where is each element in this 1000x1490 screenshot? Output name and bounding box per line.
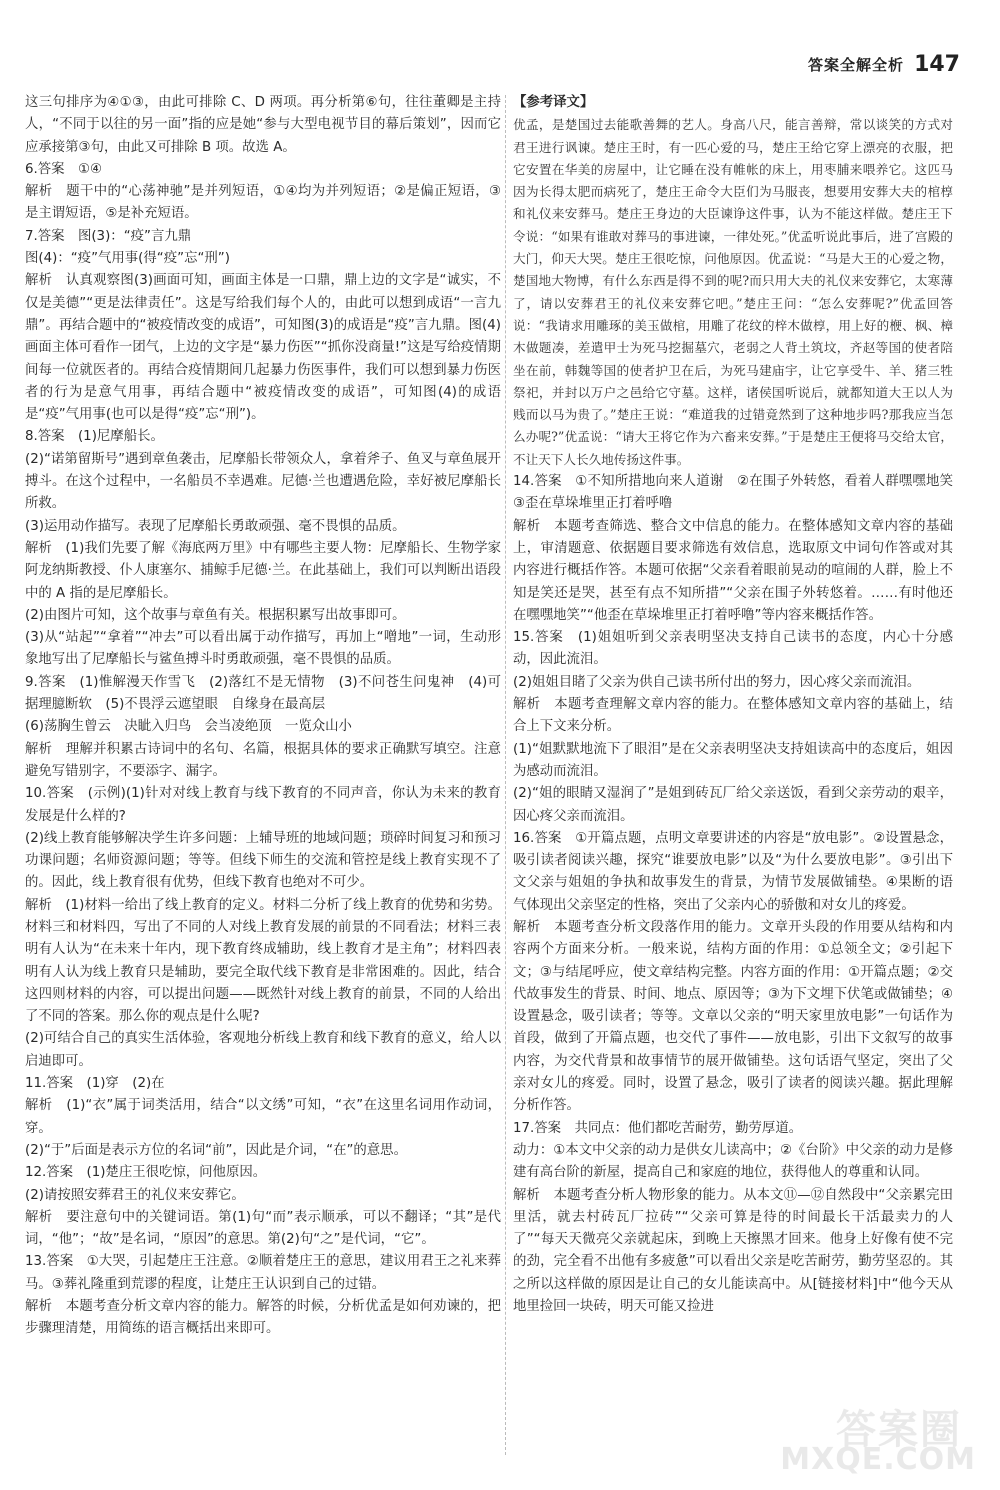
paragraph: (1)“姐默默地流下了眼泪”是在父亲表明坚决支持姐读高中的态度后，姐因为感动而流泪。 [513, 741, 953, 779]
answer-line: 10.答案 (示例)(1)针对对线上教育与线下教育的不同声音，你认为未来的教育发展是什么样的? [25, 786, 501, 824]
column-divider [505, 95, 506, 1455]
left-column [25, 92, 501, 1341]
answer-line: 14.答案 ①不知所措地向来人道谢 ②在围子外转悠，看着人群嘿嘿地笑 ③歪在草垛堆里正打着呼噜 [513, 474, 967, 512]
paragraph: (2)姐姐目睹了父亲为供自己读书所付出的努力，因心疼父亲而流泪。 [513, 674, 921, 690]
paragraph: (6)荡胸生曾云 决眦入归鸟 会当凌绝顶 一览众山小 [25, 719, 352, 735]
paragraph: (2)可结合自己的真实生活体验，客观地分析线上教育和线下教育的意义，给人以启迪即可。 [25, 1031, 501, 1069]
analysis-paragraph: 解析 本题考查分析文章内容的能力。解答的时候，分析优孟是如何劝谏的，把步骤理清楚，用简练的语言概括出来即可。 [25, 1299, 501, 1337]
analysis-paragraph: 解析 本题考查理解文章内容的能力。在整体感知文章内容的基础上，结合上下文来分析。 [513, 697, 953, 735]
analysis-paragraph: 解析 (1)我们先要了解《海底两万里》中有哪些主要人物：尼摩船长、生物学家阿龙纳斯教授、仆人康塞尔、捕鲸手尼德·兰。在此基础上，我们可以判断出语段中的 A 指的是尼摩船长。 [25, 540, 501, 601]
answer-line: 7.答案 图(3)：“疫”言九鼎 [25, 228, 192, 244]
paragraph: (2)请按照安葬君王的礼仪来安葬它。 [25, 1187, 245, 1203]
analysis-paragraph: 解析 认真观察图(3)画面可知，画面主体是一口鼎，鼎上边的文字是“诚实，不仅是美德”“更是法律责任”。这是写给我们每个人的，由此可以想到成语“一言九鼎”。再结合题中的“被疫情改变的成语”，可知图(3)的成语是“疫”言九鼎。图(4)画面主体可看作一团气，上边的文字是“暴力伤医”“抓你没商量!”这是写给疫情期间每一位就医者的。再结合疫情期间几起暴力伤医事件，我们可以想到暴力伤医者的行为是意气用事，再结合题中“被疫情改变的成语”，可知图(4)的成语是“疫”气用事(也可以是得“疫”忘“刑”)。 [25, 273, 501, 423]
analysis-paragraph: 解析 题干中的“心荡神驰”是并列短语，①④均为并列短语；②是偏正短语，③是主谓短语，⑤是补充短语。 [25, 184, 501, 222]
paragraph: 这三句排序为④①③，由此可排除 C、D 两项。再分析第⑥句，往往董卿是主持人，“不同于以往的另一面”指的应是她“参与大型电视节目的幕后策划”，因而它应承接第③句，由此又可排除 B 项。故选 A。 [25, 95, 501, 155]
answer-line: 16.答案 ①开篇点题，点明文章要讲述的内容是“放电影”。②设置悬念，吸引读者阅读兴趣，探究“谁要放电影”以及“为什么要放电影”。③引出下文父亲与姐姐的争执和故事发生的背景，为情节发展做铺垫。④果断的语气体现出父亲坚定的性格，突出了父亲内心的骄傲和对女儿的疼爱。 [513, 830, 953, 913]
analysis-paragraph: 解析 本题考查分析文段落作用的能力。文章开头段的作用要从结构和内容两个方面来分析。一般来说，结构方面的作用：①总领全文；②引起下文；③与结尾呼应，使文章结构完整。内容方面的作用：①开篇点题；②交代故事发生的背景、时间、地点、原因等；③为下文埋下伏笔或做铺垫；④设置悬念，吸引读者；等等。文章以父亲的“明天家里放电影”一句话作为首段，做到了开篇点题，也交代了事件——放电影，引出下文叙写的故事内容，为交代背景和故事情节的展开做铺垫。这句话语气坚定，突出了父亲对女儿的疼爱。同时，设置了悬念，吸引了读者的阅读兴趣。据此理解分析作答。 [513, 919, 953, 1114]
paragraph: (3)运用动作描写。表现了尼摩船长勇敢顽强、毫不畏惧的品质。 [25, 518, 406, 534]
answer-line: 6.答案 ①④ [25, 161, 102, 177]
answer-line: 15.答案 (1)姐姐听到父亲表明坚决支持自己读书的态度，内心十分感动，因此流泪。 [513, 630, 953, 668]
answer-line: 12.答案 (1)楚庄王很吃惊，问他原因。 [25, 1165, 267, 1181]
watermark-logo [752, 1390, 982, 1480]
analysis-paragraph: 解析 本题考查分析人物形象的能力。从本文⑪—⑫自然段中“父亲累完田里活，就去村砖瓦厂拉砖”“父亲可算是待的时间最长干活最卖力的人了”“每天天微亮父亲就起床，到晚上天擦黑才回来。他身上好像有使不完的劲，完全看不出他有多疲惫”可以看出父亲是吃苦耐劳，勤劳坚忍的。其之所以这样做的原因是让自己的女儿能读高中。从[链接材料]中“他今天从地里捡回一块砖，明天可能又捡进 [513, 1187, 953, 1315]
analysis-paragraph: 解析 理解并积累古诗词中的名句、名篇，根据具体的要求正确默写填空。注意避免写错别字，不要添字、漏字。 [25, 741, 501, 779]
paragraph: (2)线上教育能够解决学生许多问题：上辅导班的地域问题；琐碎时间复习和预习功课问题；名师资源问题；等等。但线下师生的交流和管控是线上教育实现不了的。因此，线上教育很有优势，但线下教育也绝对不可少。 [25, 830, 501, 891]
header-title: 答案全解全析 [808, 56, 905, 74]
right-column [513, 92, 967, 1318]
answer-line: 8.答案 (1)尼摩船长。 [25, 429, 164, 445]
page-number: 147 [914, 52, 960, 77]
analysis-paragraph: 解析 (1)材料一给出了线上教育的定义。材料二分析了线上教育的优势和劣势。材料三和材料四，写出了不同的人对线上教育发展的前景的不同看法；材料三表明有人认为“在未来十年内，现下教育终成辅助，线上教育才是主角”；材料四表明有人认为线上教育只是辅助，要完全取代线下教育是非常困难的。因此，结合这四则材料的内容，可以提出问题——既然针对线上教育的前景，不同的人给出了不同的答案。那么你的观点是什么呢? [25, 897, 501, 1025]
translation-heading: 【参考译文】 [513, 95, 594, 110]
paragraph: 图(4)：“疫”气用事(得“疫”忘“刑”) [25, 251, 230, 267]
answer-line: 11.答案 (1)穿 (2)在 [25, 1076, 165, 1092]
paragraph: (2)“诺第留斯号”遇到章鱼袭击，尼摩船长带领众人，拿着斧子、鱼叉与章鱼展开搏斗。在这个过程中，一名船员不幸遇难。尼德·兰也遭遇危险，幸好被尼摩船长所救。 [25, 451, 501, 512]
paragraph: (2)“于”后面是表示方位的名词“前”，因此是介词，“在”的意思。 [25, 1142, 407, 1158]
answer-line: 9.答案 (1)惟解漫天作雪飞 (2)落红不是无情物 (3)不问苍生问鬼神 (4)可据理臆断软 (5)不畏浮云遮望眼 自缘身在最高层 [25, 674, 501, 713]
translation-text: 优孟，是楚国过去能歌善舞的艺人。身高八尺，能言善辩，常以谈笑的方式对君王进行讽谏。楚庄王时，有一匹心爱的马，楚庄王给它穿上漂亮的衣服，把它安置在华美的房屋中，让它睡在没有帷帐的床上，用枣脯来喂养它。这匹马因为长得太肥而病死了，楚庄王命令大臣们为马服丧，想要用安葬大夫的棺椁和礼仪来安葬马。楚庄王身边的大臣谏诤这件事，认为不能这样做。楚庄王下令说：“如果有谁敢对葬马的事进谏，一律处死。”优孟听说此事后，进了宫殿的大门，仰天大哭。楚庄王很吃惊，问他原因。优孟说：“马是大王的心爱之物，楚国地大物博，有什么东西是得不到的呢?而只用大夫的礼仪来安葬它，太寒薄了，请以安葬君王的礼仪来安葬它吧。”楚庄王问：“怎么安葬呢?”优孟回答说：“我请求用雕琢的美玉做棺，用雕了花纹的梓木做椁，用上好的楩、枫、樟木做题凑，差遣甲士为死马挖掘墓穴，老弱之人背土筑坟，齐赵等国的使者陪坐在前，韩魏等国的使者护卫在后，为死马建庙宇，让它享受牛、羊、猪三牲祭祀，并封以万户之邑给它守墓。这样，诸侯国听说后，就都知道大王以人为贱而以马为贵了。”楚庄王说：“难道我的过错竟然到了这种地步吗?那我应当怎么办呢?”优孟说：“请大王将它作为六畜来安葬。”于是楚庄王便将马交给太官，不让天下人长久地传扬这件事。 [513, 117, 953, 467]
analysis-paragraph: 解析 要注意句中的关键词语。第(1)句“而”表示顺承，可以不翻译；“其”是代词，“他”；“故”是名词，“原因”的意思。第(2)句“之”是代词，“它”。 [25, 1209, 501, 1248]
watermark-url: MXQE.COM [780, 1442, 976, 1477]
paragraph: (2)“姐的眼睛又湿润了”是姐到砖瓦厂给父亲送饭，看到父亲劳动的艰辛，因心疼父亲而流泪。 [513, 786, 953, 824]
paragraph: (2)由图片可知，这个故事与章鱼有关。根据积累写出故事即可。 [25, 607, 406, 623]
analysis-paragraph: 解析 本题考查筛选、整合文中信息的能力。在整体感知文章内容的基础上，审清题意、依据题目要求筛选有效信息，选取原文中词句作答或对其内容进行概括作答。本题可依据“父亲看着眼前晃动的喧闹的人群，脸上不知是笑还是哭，甚至有点不知所措”“父亲在围子外转悠着。……有时他还在嘿嘿地笑”“他歪在草垛堆里正打着呼噜”等内容来概括作答。 [513, 518, 953, 623]
page-header [808, 52, 960, 77]
paragraph: 动力：①本文中父亲的动力是供女儿读高中；②《台阶》中父亲的动力是修建有高台阶的新屋，提高自己和家庭的地位，获得他人的尊重和认同。 [513, 1142, 953, 1181]
answer-line: 17.答案 共同点：他们都吃苦耐劳，勤劳厚道。 [513, 1120, 803, 1136]
watermark-text: 答案圈 [836, 1407, 962, 1453]
answer-line: 13.答案 ①大哭，引起楚庄王注意。②顺着楚庄王的意思，建议用君王之礼来葬马。③葬礼隆重到荒谬的程度，让楚庄王认识到自己的过错。 [25, 1254, 501, 1292]
analysis-paragraph: 解析 (1)“衣”属于词类活用，结合“以文绣”可知，“衣”在这里名词用作动词，穿。 [25, 1098, 501, 1136]
paragraph: (3)从“站起”“拿着”“冲去”可以看出属于动作描写，再加上“噌地”一词，生动形象地写出了尼摩船长与鲨鱼搏斗时勇敢顽强，毫不畏惧的品质。 [25, 630, 501, 668]
